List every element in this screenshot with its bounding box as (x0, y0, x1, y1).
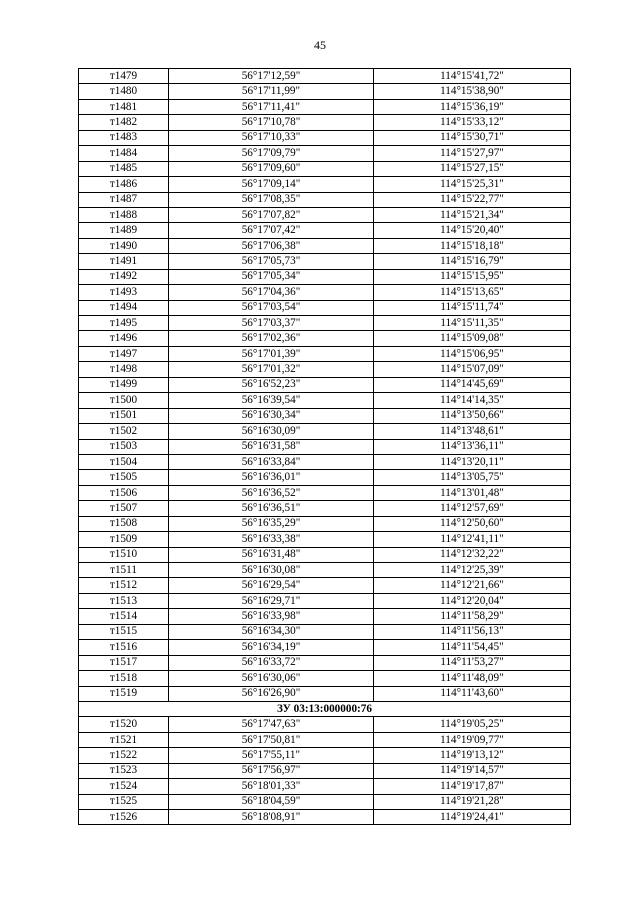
latitude-cell: 56°17'01,39" (169, 346, 374, 361)
point-id-cell: т1491 (79, 254, 169, 269)
coordinate-row (79, 269, 571, 284)
point-id-cell: т1513 (79, 593, 169, 608)
longitude-cell: 114°19'17,87" (374, 779, 571, 794)
coordinate-row (79, 609, 571, 624)
latitude-cell: 56°16'31,48" (169, 547, 374, 562)
point-id-cell: т1493 (79, 285, 169, 300)
latitude-cell: 56°16'33,72" (169, 655, 374, 670)
longitude-cell: 114°19'09,77" (374, 732, 571, 747)
coordinate-row (79, 223, 571, 238)
longitude-cell: 114°19'24,41" (374, 810, 571, 825)
coordinate-row (79, 393, 571, 408)
coordinate-row (79, 84, 571, 99)
longitude-cell: 114°15'30,71" (374, 130, 571, 145)
coordinate-row (79, 532, 571, 547)
latitude-cell: 56°17'11,99" (169, 84, 374, 99)
coordinate-row (79, 285, 571, 300)
point-id-cell: т1496 (79, 331, 169, 346)
point-id-cell: т1524 (79, 779, 169, 794)
latitude-cell: 56°16'39,54" (169, 393, 374, 408)
coordinate-row (79, 207, 571, 222)
latitude-cell: 56°17'09,14" (169, 177, 374, 192)
coordinate-row (79, 69, 571, 84)
point-id-cell: т1482 (79, 115, 169, 130)
longitude-cell: 114°15'11,74" (374, 300, 571, 315)
section-group (79, 701, 571, 716)
point-id-cell: т1497 (79, 346, 169, 361)
longitude-cell: 114°12'25,39" (374, 563, 571, 578)
point-id-cell: т1499 (79, 377, 169, 392)
coordinate-row (79, 161, 571, 176)
longitude-cell: 114°15'41,72" (374, 69, 571, 84)
longitude-cell: 114°15'11,35" (374, 316, 571, 331)
point-id-cell: т1490 (79, 238, 169, 253)
point-id-cell: т1507 (79, 501, 169, 516)
point-id-cell: т1494 (79, 300, 169, 315)
point-id-cell: т1483 (79, 130, 169, 145)
longitude-cell: 114°14'45,69" (374, 377, 571, 392)
coordinate-row (79, 146, 571, 161)
point-id-cell: т1517 (79, 655, 169, 670)
latitude-cell: 56°17'10,78" (169, 115, 374, 130)
coordinate-row (79, 362, 571, 377)
longitude-cell: 114°19'21,28" (374, 794, 571, 809)
point-id-cell: т1481 (79, 99, 169, 114)
coordinate-row (79, 424, 571, 439)
longitude-cell: 114°15'09,08" (374, 331, 571, 346)
point-id-cell: т1509 (79, 532, 169, 547)
latitude-cell: 56°16'30,34" (169, 408, 374, 423)
longitude-cell: 114°12'32,22" (374, 547, 571, 562)
point-id-cell: т1516 (79, 640, 169, 655)
latitude-cell: 56°17'04,36" (169, 285, 374, 300)
coordinate-row (79, 763, 571, 778)
latitude-cell: 56°16'30,06" (169, 671, 374, 686)
latitude-cell: 56°17'47,63" (169, 717, 374, 732)
latitude-cell: 56°17'09,60" (169, 161, 374, 176)
point-id-cell: т1485 (79, 161, 169, 176)
longitude-cell: 114°19'05,25" (374, 717, 571, 732)
latitude-cell: 56°18'08,91" (169, 810, 374, 825)
coordinate-row (79, 794, 571, 809)
longitude-cell: 114°11'54,45" (374, 640, 571, 655)
coordinate-row (79, 377, 571, 392)
point-id-cell: т1508 (79, 516, 169, 531)
point-id-cell: т1525 (79, 794, 169, 809)
longitude-cell: 114°12'57,69" (374, 501, 571, 516)
coordinate-row (79, 300, 571, 315)
longitude-cell: 114°15'27,97" (374, 146, 571, 161)
longitude-cell: 114°12'21,66" (374, 578, 571, 593)
longitude-cell: 114°15'22,77" (374, 192, 571, 207)
latitude-cell: 56°16'52,23" (169, 377, 374, 392)
point-id-cell: т1504 (79, 454, 169, 469)
latitude-cell: 56°17'09,79" (169, 146, 374, 161)
coordinate-row (79, 99, 571, 114)
coordinate-row (79, 470, 571, 485)
coordinate-row (79, 593, 571, 608)
longitude-cell: 114°15'15,95" (374, 269, 571, 284)
latitude-cell: 56°16'35,29" (169, 516, 374, 531)
point-id-cell: т1518 (79, 671, 169, 686)
point-id-cell: т1510 (79, 547, 169, 562)
latitude-cell: 56°16'34,19" (169, 640, 374, 655)
latitude-cell: 56°16'33,98" (169, 609, 374, 624)
coordinate-row (79, 717, 571, 732)
longitude-cell: 114°19'14,57" (374, 763, 571, 778)
latitude-cell: 56°17'05,73" (169, 254, 374, 269)
point-id-cell: т1500 (79, 393, 169, 408)
latitude-cell: 56°17'05,34" (169, 269, 374, 284)
latitude-cell: 56°17'06,38" (169, 238, 374, 253)
point-id-cell: т1506 (79, 485, 169, 500)
coordinate-row (79, 192, 571, 207)
latitude-cell: 56°16'26,90" (169, 686, 374, 701)
longitude-cell: 114°15'21,34" (374, 207, 571, 222)
point-id-cell: т1523 (79, 763, 169, 778)
coordinate-row (79, 501, 571, 516)
latitude-cell: 56°16'29,54" (169, 578, 374, 593)
coordinate-row (79, 640, 571, 655)
point-id-cell: т1514 (79, 609, 169, 624)
coordinate-row (79, 748, 571, 763)
coordinate-row (79, 516, 571, 531)
latitude-cell: 56°18'04,59" (169, 794, 374, 809)
point-id-cell: т1492 (79, 269, 169, 284)
point-id-cell: т1511 (79, 563, 169, 578)
point-id-cell: т1502 (79, 424, 169, 439)
coordinates-rows-before (79, 69, 571, 702)
point-id-cell: т1515 (79, 624, 169, 639)
latitude-cell: 56°16'36,01" (169, 470, 374, 485)
coordinate-row (79, 177, 571, 192)
coordinate-row (79, 779, 571, 794)
latitude-cell: 56°17'08,35" (169, 192, 374, 207)
point-id-cell: т1498 (79, 362, 169, 377)
longitude-cell: 114°15'25,31" (374, 177, 571, 192)
latitude-cell: 56°17'03,54" (169, 300, 374, 315)
latitude-cell: 56°16'36,52" (169, 485, 374, 500)
page-number: 45 (314, 38, 326, 52)
coordinates-table (78, 68, 571, 825)
coordinate-row (79, 316, 571, 331)
coordinate-row (79, 115, 571, 130)
latitude-cell: 56°17'07,42" (169, 223, 374, 238)
longitude-cell: 114°12'41,11" (374, 532, 571, 547)
latitude-cell: 56°16'30,08" (169, 563, 374, 578)
coordinate-row (79, 563, 571, 578)
coordinate-row (79, 439, 571, 454)
longitude-cell: 114°15'20,40" (374, 223, 571, 238)
latitude-cell: 56°16'29,71" (169, 593, 374, 608)
longitude-cell: 114°13'48,61" (374, 424, 571, 439)
point-id-cell: т1495 (79, 316, 169, 331)
longitude-cell: 114°15'16,79" (374, 254, 571, 269)
latitude-cell: 56°17'01,32" (169, 362, 374, 377)
point-id-cell: т1486 (79, 177, 169, 192)
coordinate-row (79, 578, 571, 593)
longitude-cell: 114°15'33,12" (374, 115, 571, 130)
latitude-cell: 56°17'11,41" (169, 99, 374, 114)
longitude-cell: 114°12'50,60" (374, 516, 571, 531)
point-id-cell: т1512 (79, 578, 169, 593)
longitude-cell: 114°13'20,11" (374, 454, 571, 469)
longitude-cell: 114°15'27,15" (374, 161, 571, 176)
coordinate-row (79, 130, 571, 145)
longitude-cell: 114°11'58,29" (374, 609, 571, 624)
longitude-cell: 114°15'13,65" (374, 285, 571, 300)
point-id-cell: т1489 (79, 223, 169, 238)
point-id-cell: т1526 (79, 810, 169, 825)
longitude-cell: 114°15'07,09" (374, 362, 571, 377)
point-id-cell: т1487 (79, 192, 169, 207)
longitude-cell: 114°13'36,11" (374, 439, 571, 454)
coordinate-row (79, 331, 571, 346)
latitude-cell: 56°17'12,59" (169, 69, 374, 84)
point-id-cell: т1488 (79, 207, 169, 222)
coordinates-rows-after (79, 717, 571, 825)
latitude-cell: 56°16'34,30" (169, 624, 374, 639)
coordinate-row (79, 624, 571, 639)
point-id-cell: т1505 (79, 470, 169, 485)
longitude-cell: 114°15'18,18" (374, 238, 571, 253)
latitude-cell: 56°16'30,09" (169, 424, 374, 439)
coordinate-row (79, 732, 571, 747)
coordinate-row (79, 346, 571, 361)
coordinate-row (79, 547, 571, 562)
section-header: ЗУ 03:13:000000:76 (79, 701, 571, 716)
coordinate-row (79, 671, 571, 686)
longitude-cell: 114°11'43,60" (374, 686, 571, 701)
point-id-cell: т1480 (79, 84, 169, 99)
longitude-cell: 114°11'48,09" (374, 671, 571, 686)
coordinate-row (79, 485, 571, 500)
latitude-cell: 56°17'10,33" (169, 130, 374, 145)
longitude-cell: 114°15'06,95" (374, 346, 571, 361)
coordinate-row (79, 454, 571, 469)
coordinate-row (79, 655, 571, 670)
latitude-cell: 56°17'03,37" (169, 316, 374, 331)
point-id-cell: т1501 (79, 408, 169, 423)
latitude-cell: 56°16'33,84" (169, 454, 374, 469)
latitude-cell: 56°17'56,97" (169, 763, 374, 778)
longitude-cell: 114°13'01,48" (374, 485, 571, 500)
longitude-cell: 114°15'36,19" (374, 99, 571, 114)
coordinate-row (79, 254, 571, 269)
coordinate-row (79, 810, 571, 825)
point-id-cell: т1521 (79, 732, 169, 747)
point-id-cell: т1503 (79, 439, 169, 454)
longitude-cell: 114°19'13,12" (374, 748, 571, 763)
longitude-cell: 114°11'53,27" (374, 655, 571, 670)
point-id-cell: т1484 (79, 146, 169, 161)
section-header-row (79, 701, 571, 716)
latitude-cell: 56°17'07,82" (169, 207, 374, 222)
longitude-cell: 114°14'14,35" (374, 393, 571, 408)
latitude-cell: 56°17'50,81" (169, 732, 374, 747)
point-id-cell: т1479 (79, 69, 169, 84)
point-id-cell: т1522 (79, 748, 169, 763)
longitude-cell: 114°15'38,90" (374, 84, 571, 99)
longitude-cell: 114°11'56,13" (374, 624, 571, 639)
point-id-cell: т1520 (79, 717, 169, 732)
point-id-cell: т1519 (79, 686, 169, 701)
latitude-cell: 56°18'01,33" (169, 779, 374, 794)
latitude-cell: 56°17'55,11" (169, 748, 374, 763)
latitude-cell: 56°16'36,51" (169, 501, 374, 516)
longitude-cell: 114°13'50,66" (374, 408, 571, 423)
coordinate-row (79, 686, 571, 701)
longitude-cell: 114°12'20,04" (374, 593, 571, 608)
latitude-cell: 56°16'31,58" (169, 439, 374, 454)
coordinate-row (79, 408, 571, 423)
latitude-cell: 56°17'02,36" (169, 331, 374, 346)
longitude-cell: 114°13'05,75" (374, 470, 571, 485)
coordinate-row (79, 238, 571, 253)
latitude-cell: 56°16'33,38" (169, 532, 374, 547)
